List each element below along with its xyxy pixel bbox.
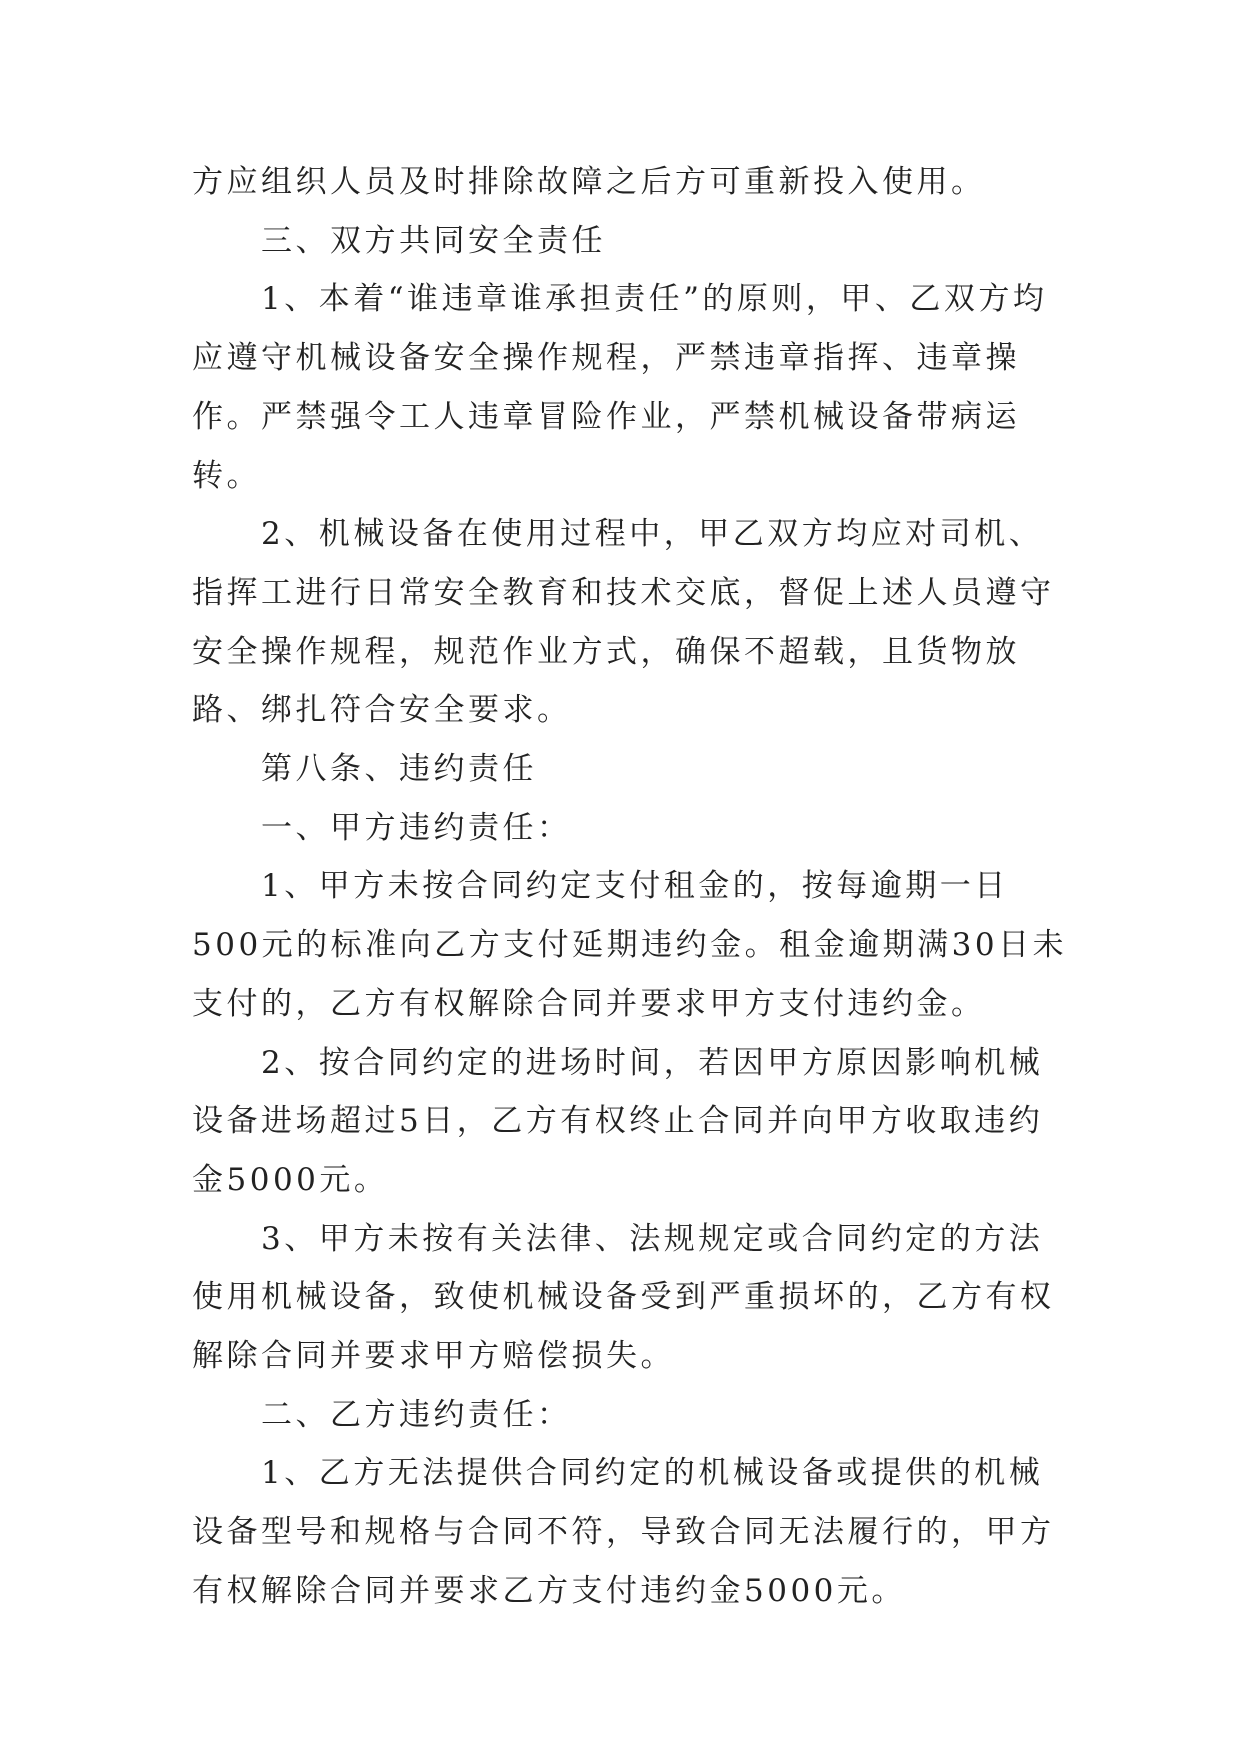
document-body bbox=[192, 153, 1072, 1621]
paragraph-entry-delay-penalty: 2、按合同约定的进场时间，若因甲方原因影响机械设备进场超过5日，乙方有权终止合同并向甲方收取违约金5000元。 bbox=[192, 1044, 1044, 1198]
paragraph-improper-use-damage: 3、甲方未按有关法律、法规规定或合同约定的方法使用机械设备，致使机械设备受到严重损坏的，乙方有权解除合同并要求甲方赔偿损失。 bbox=[192, 1220, 1055, 1375]
heading-party-b-liability: 二、乙方违约责任： bbox=[192, 1396, 572, 1433]
paragraph-safety-education: 2、机械设备在使用过程中，甲乙双方均应对司机、指挥工进行日常安全教育和技术交底，督促上述人员遵守安全操作规程，规范作业方式，确保不超载，且货物放路、绑扎符合安全要求。 bbox=[192, 516, 1055, 729]
heading-mutual-safety-responsibility: 三、双方共同安全责任 bbox=[192, 222, 606, 259]
paragraph-fault-repair: 方应组织人员及时排除故障之后方可重新投入使用。 bbox=[192, 164, 986, 200]
paragraph-equipment-mismatch: 1、乙方无法提供合同约定的机械设备或提供的机械设备型号和规格与合同不符，导致合同无法履行的，甲方有权解除合同并要求乙方支付违约金5000元。 bbox=[192, 1455, 1055, 1609]
paragraph-rent-late-penalty: 1、甲方未按合同约定支付租金的，按每逾期一日500元的标准向乙方支付延期违约金。租金逾期满30日未支付的，乙方有权解除合同并要求甲方支付违约金。 bbox=[192, 868, 1068, 1022]
heading-party-a-liability: 一、甲方违约责任： bbox=[192, 809, 572, 846]
paragraph-safety-rules: 1、本着“谁违章谁承担责任”的原则，甲、乙双方均应遵守机械设备安全操作规程，严禁违章指挥、违章操作。严禁强令工人违章冒险作业，严禁机械设备带病运转。 bbox=[192, 281, 1048, 494]
heading-article-eight: 第八条、违约责任 bbox=[192, 751, 537, 788]
